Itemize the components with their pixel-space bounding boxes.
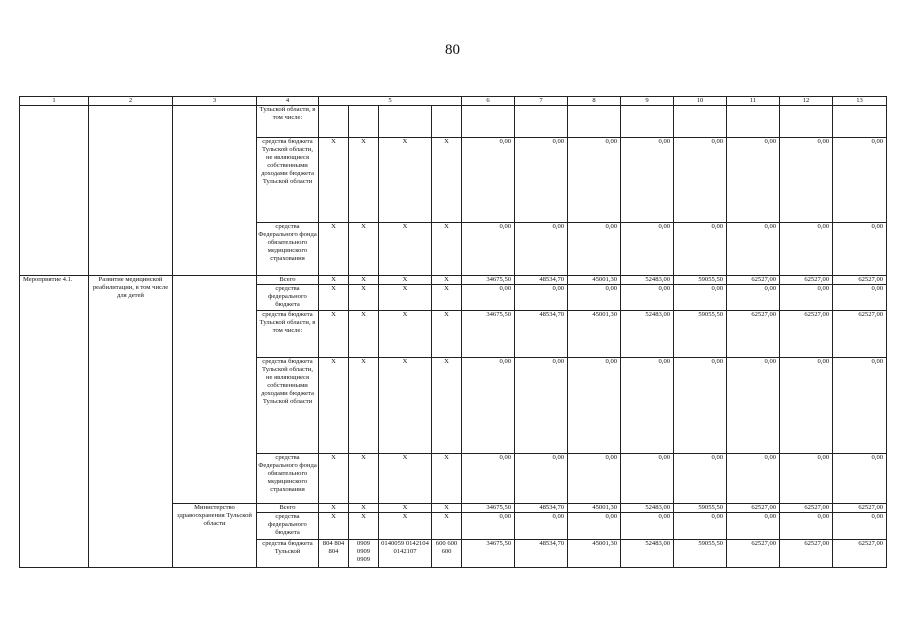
amount-cell: 45001,30: [568, 504, 621, 513]
amount-cell: 62527,00: [780, 311, 833, 358]
executor-cell: [173, 276, 257, 504]
amount-cell: [833, 106, 887, 138]
amount-cell: 0,00: [674, 358, 727, 454]
amount-cell: [674, 106, 727, 138]
header-cell: 11: [727, 97, 780, 106]
amount-cell: 0,00: [515, 223, 568, 276]
x-mark-cell: X: [379, 504, 432, 513]
x-mark-cell: X: [379, 311, 432, 358]
header-cell: 13: [833, 97, 887, 106]
amount-cell: 0,00: [727, 454, 780, 504]
x-mark-cell: X: [432, 223, 462, 276]
header-row: [20, 97, 887, 106]
amount-cell: 48534,70: [515, 276, 568, 285]
x-mark-cell: X: [349, 223, 379, 276]
amount-cell: 45001,30: [568, 276, 621, 285]
amount-cell: 62527,00: [727, 504, 780, 513]
amount-cell: 0,00: [568, 285, 621, 311]
amount-cell: 0,00: [515, 454, 568, 504]
amount-cell: [462, 106, 515, 138]
x-mark-cell: X: [432, 504, 462, 513]
amount-cell: 0,00: [568, 358, 621, 454]
amount-cell: 62527,00: [833, 276, 887, 285]
amount-cell: 0,00: [674, 138, 727, 223]
table-row: [20, 106, 887, 138]
x-mark-cell: [319, 106, 349, 138]
code-cell: 0909 0909 0909: [349, 540, 379, 568]
amount-cell: 0,00: [727, 513, 780, 540]
amount-cell: 0,00: [568, 138, 621, 223]
x-mark-cell: X: [379, 358, 432, 454]
measure-name-cell: [20, 106, 89, 276]
x-mark-cell: X: [379, 454, 432, 504]
x-mark-cell: X: [432, 454, 462, 504]
amount-cell: 34675,50: [462, 311, 515, 358]
x-mark-cell: X: [349, 311, 379, 358]
source-cell: средства бюджета Тульской области, в том числе:: [257, 311, 319, 358]
source-cell: средства федерального бюджета: [257, 513, 319, 540]
amount-cell: 0,00: [780, 138, 833, 223]
header-cell: 9: [621, 97, 674, 106]
amount-cell: 62527,00: [833, 504, 887, 513]
x-mark-cell: [432, 106, 462, 138]
amount-cell: 62527,00: [727, 311, 780, 358]
header-cell: 6: [462, 97, 515, 106]
x-mark-cell: X: [319, 504, 349, 513]
table-body: [20, 97, 887, 568]
amount-cell: 34675,50: [462, 540, 515, 568]
x-mark-cell: [379, 106, 432, 138]
amount-cell: 48534,70: [515, 311, 568, 358]
budget-table: [19, 96, 887, 568]
amount-cell: 52483,00: [621, 504, 674, 513]
amount-cell: 0,00: [462, 285, 515, 311]
amount-cell: 62527,00: [833, 540, 887, 568]
header-cell: 12: [780, 97, 833, 106]
x-mark-cell: X: [349, 358, 379, 454]
code-cell: 0140059 0142104 0142107: [379, 540, 432, 568]
x-mark-cell: X: [379, 285, 432, 311]
amount-cell: 0,00: [674, 223, 727, 276]
x-mark-cell: X: [349, 454, 379, 504]
amount-cell: 0,00: [833, 454, 887, 504]
header-cell: 4: [257, 97, 319, 106]
amount-cell: 62527,00: [780, 276, 833, 285]
amount-cell: 0,00: [621, 223, 674, 276]
x-mark-cell: X: [432, 358, 462, 454]
source-cell: средства бюджета Тульской области, не являющиеся собственными доходами бюджета Тульской области: [257, 138, 319, 223]
page-number: 80: [445, 42, 460, 58]
x-mark-cell: X: [319, 285, 349, 311]
amount-cell: 34675,50: [462, 276, 515, 285]
amount-cell: 0,00: [727, 358, 780, 454]
amount-cell: 0,00: [780, 285, 833, 311]
header-cell: 8: [568, 97, 621, 106]
header-cell: 2: [89, 97, 173, 106]
x-mark-cell: X: [349, 138, 379, 223]
amount-cell: 45001,30: [568, 311, 621, 358]
amount-cell: 0,00: [462, 513, 515, 540]
x-mark-cell: X: [432, 311, 462, 358]
source-cell: Всего: [257, 504, 319, 513]
amount-cell: 0,00: [727, 138, 780, 223]
code-cell: 600 600 600: [432, 540, 462, 568]
amount-cell: 0,00: [568, 223, 621, 276]
amount-cell: 62527,00: [833, 311, 887, 358]
source-cell: средства федерального бюджета: [257, 285, 319, 311]
source-cell: средства бюджета Тульской области, не являющиеся собственными доходами бюджета Тульской области: [257, 358, 319, 454]
amount-cell: 48534,70: [515, 504, 568, 513]
amount-cell: 52483,00: [621, 311, 674, 358]
amount-cell: 62527,00: [727, 276, 780, 285]
x-mark-cell: X: [319, 513, 349, 540]
x-mark-cell: X: [379, 223, 432, 276]
amount-cell: 0,00: [568, 513, 621, 540]
amount-cell: 0,00: [833, 285, 887, 311]
amount-cell: 52483,00: [621, 540, 674, 568]
x-mark-cell: X: [349, 285, 379, 311]
x-mark-cell: X: [349, 513, 379, 540]
x-mark-cell: X: [319, 276, 349, 285]
amount-cell: 0,00: [462, 454, 515, 504]
amount-cell: 48534,70: [515, 540, 568, 568]
measure-name-cell: Мероприятие 4.1.: [20, 276, 89, 568]
amount-cell: [515, 106, 568, 138]
amount-cell: 62527,00: [727, 540, 780, 568]
table-row: [20, 276, 887, 285]
executor-cell: Министерство здравоохранения Тульской области: [173, 504, 257, 568]
amount-cell: 0,00: [727, 223, 780, 276]
x-mark-cell: X: [319, 223, 349, 276]
amount-cell: 0,00: [515, 138, 568, 223]
amount-cell: [780, 106, 833, 138]
amount-cell: 0,00: [621, 513, 674, 540]
amount-cell: 34675,50: [462, 504, 515, 513]
x-mark-cell: X: [349, 504, 379, 513]
amount-cell: 0,00: [462, 138, 515, 223]
amount-cell: [621, 106, 674, 138]
amount-cell: 59055,50: [674, 540, 727, 568]
x-mark-cell: X: [432, 276, 462, 285]
amount-cell: 0,00: [727, 285, 780, 311]
header-cell: 7: [515, 97, 568, 106]
amount-cell: 0,00: [515, 358, 568, 454]
amount-cell: 0,00: [621, 454, 674, 504]
amount-cell: 0,00: [833, 358, 887, 454]
code-cell: 804 804 804: [319, 540, 349, 568]
amount-cell: 0,00: [568, 454, 621, 504]
amount-cell: 0,00: [780, 223, 833, 276]
header-cell: 10: [674, 97, 727, 106]
amount-cell: 0,00: [833, 513, 887, 540]
x-mark-cell: X: [432, 138, 462, 223]
amount-cell: 0,00: [462, 358, 515, 454]
amount-cell: 0,00: [621, 285, 674, 311]
amount-cell: 0,00: [515, 285, 568, 311]
amount-cell: 0,00: [621, 138, 674, 223]
x-mark-cell: X: [349, 276, 379, 285]
x-mark-cell: [349, 106, 379, 138]
amount-cell: 59055,50: [674, 276, 727, 285]
x-mark-cell: X: [319, 138, 349, 223]
x-mark-cell: X: [379, 276, 432, 285]
amount-cell: [568, 106, 621, 138]
source-cell: Всего: [257, 276, 319, 285]
measure-title-cell: Развитие медицинской реабилитации, в том числе для детей: [89, 276, 173, 568]
amount-cell: 0,00: [515, 513, 568, 540]
amount-cell: 59055,50: [674, 504, 727, 513]
amount-cell: 62527,00: [780, 540, 833, 568]
amount-cell: 0,00: [833, 223, 887, 276]
x-mark-cell: X: [319, 311, 349, 358]
amount-cell: 0,00: [674, 513, 727, 540]
amount-cell: 0,00: [674, 454, 727, 504]
source-cell: средства Федерального фонда обязательного медицинского страхования: [257, 223, 319, 276]
header-cell: 3: [173, 97, 257, 106]
amount-cell: 0,00: [674, 285, 727, 311]
amount-cell: 62527,00: [780, 504, 833, 513]
amount-cell: 45001,30: [568, 540, 621, 568]
amount-cell: 52483,00: [621, 276, 674, 285]
amount-cell: 0,00: [621, 358, 674, 454]
amount-cell: 59055,50: [674, 311, 727, 358]
amount-cell: 0,00: [462, 223, 515, 276]
header-cell: 1: [20, 97, 89, 106]
amount-cell: [727, 106, 780, 138]
x-mark-cell: X: [319, 454, 349, 504]
executor-cell: [173, 106, 257, 276]
x-mark-cell: X: [319, 358, 349, 454]
amount-cell: 0,00: [780, 358, 833, 454]
x-mark-cell: X: [432, 285, 462, 311]
x-mark-cell: X: [432, 513, 462, 540]
amount-cell: 0,00: [780, 513, 833, 540]
measure-title-cell: [89, 106, 173, 276]
source-cell: средства Федерального фонда обязательного медицинского страхования: [257, 454, 319, 504]
header-cell: 5: [319, 97, 462, 106]
x-mark-cell: X: [379, 513, 432, 540]
source-cell: Тульской области, в том числе:: [257, 106, 319, 138]
amount-cell: 0,00: [833, 138, 887, 223]
source-cell: средства бюджета Тульской: [257, 540, 319, 568]
amount-cell: 0,00: [780, 454, 833, 504]
x-mark-cell: X: [379, 138, 432, 223]
